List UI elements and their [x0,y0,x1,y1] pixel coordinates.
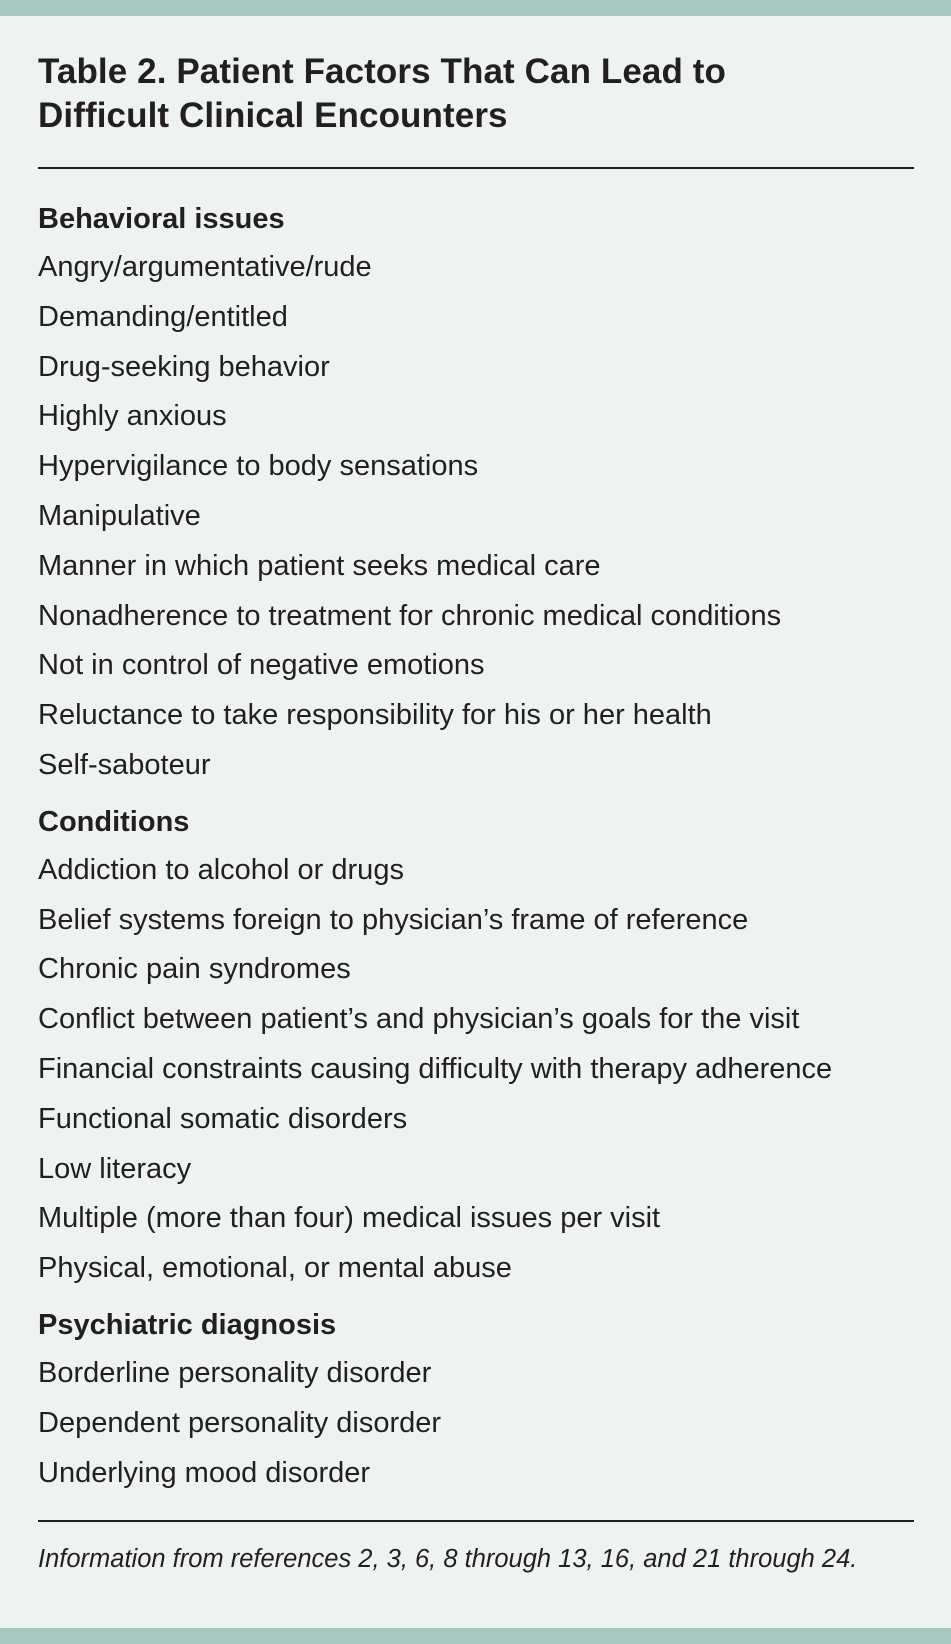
list-item: Drug-seeking behavior [38,350,330,383]
section-heading: Psychiatric diagnosis [38,1308,337,1341]
list-item: Chronic pain syndromes [38,953,351,986]
section-item-list [38,1349,914,1498]
footer-divider [38,1520,914,1522]
list-item: Dependent personality disorder [38,1406,442,1439]
list-item: Functional somatic disorders [38,1102,408,1135]
section-heading: Conditions [38,805,190,838]
list-item: Manipulative [38,499,201,532]
list-item: Financial constraints causing difficulty with therapy adherence [38,1052,833,1085]
section-item-list [38,243,914,791]
list-item: Addiction to alcohol or drugs [38,853,404,886]
source-footnote: Information from references 2, 3, 6, 8 through 13, 16, and 21 through 24. [38,1545,858,1574]
list-item: Hypervigilance to body sensations [38,450,479,483]
top-accent-bar [0,0,951,16]
list-item: Manner in which patient seeks medical care [38,549,601,582]
list-item: Not in control of negative emotions [38,649,485,682]
section-heading: Behavioral issues [38,203,285,235]
list-item: Borderline personality disorder [38,1356,432,1389]
table-title-line-2: Difficult Clinical Encounters [38,96,508,135]
bottom-accent-bar [0,1628,951,1644]
list-item: Underlying mood disorder [38,1456,371,1489]
list-item: Demanding/entitled [38,300,288,333]
section-behavioral-issues [38,195,914,791]
list-item: Nonadherence to treatment for chronic medical conditions [38,599,782,632]
list-item: Belief systems foreign to physician’s frame of reference [38,903,749,936]
list-item: Self-saboteur [38,748,211,781]
list-item: Multiple (more than four) medical issues per visit [38,1202,661,1235]
list-item: Highly anxious [38,400,227,433]
list-item: Low literacy [38,1152,192,1185]
section-item-list [38,846,914,1294]
table-title [38,50,914,138]
list-item: Physical, emotional, or mental abuse [38,1252,512,1285]
title-divider [38,167,914,169]
list-item: Reluctance to take responsibility for his or her health [38,699,712,732]
table-content [38,50,914,1576]
section-psychiatric-diagnosis [38,1301,914,1498]
table-title-line-1: Table 2. Patient Factors That Can Lead to [38,52,727,91]
list-item: Angry/argumentative/rude [38,251,372,283]
list-item: Conflict between patient’s and physician’s goals for the visit [38,1003,800,1036]
section-conditions [38,798,914,1294]
